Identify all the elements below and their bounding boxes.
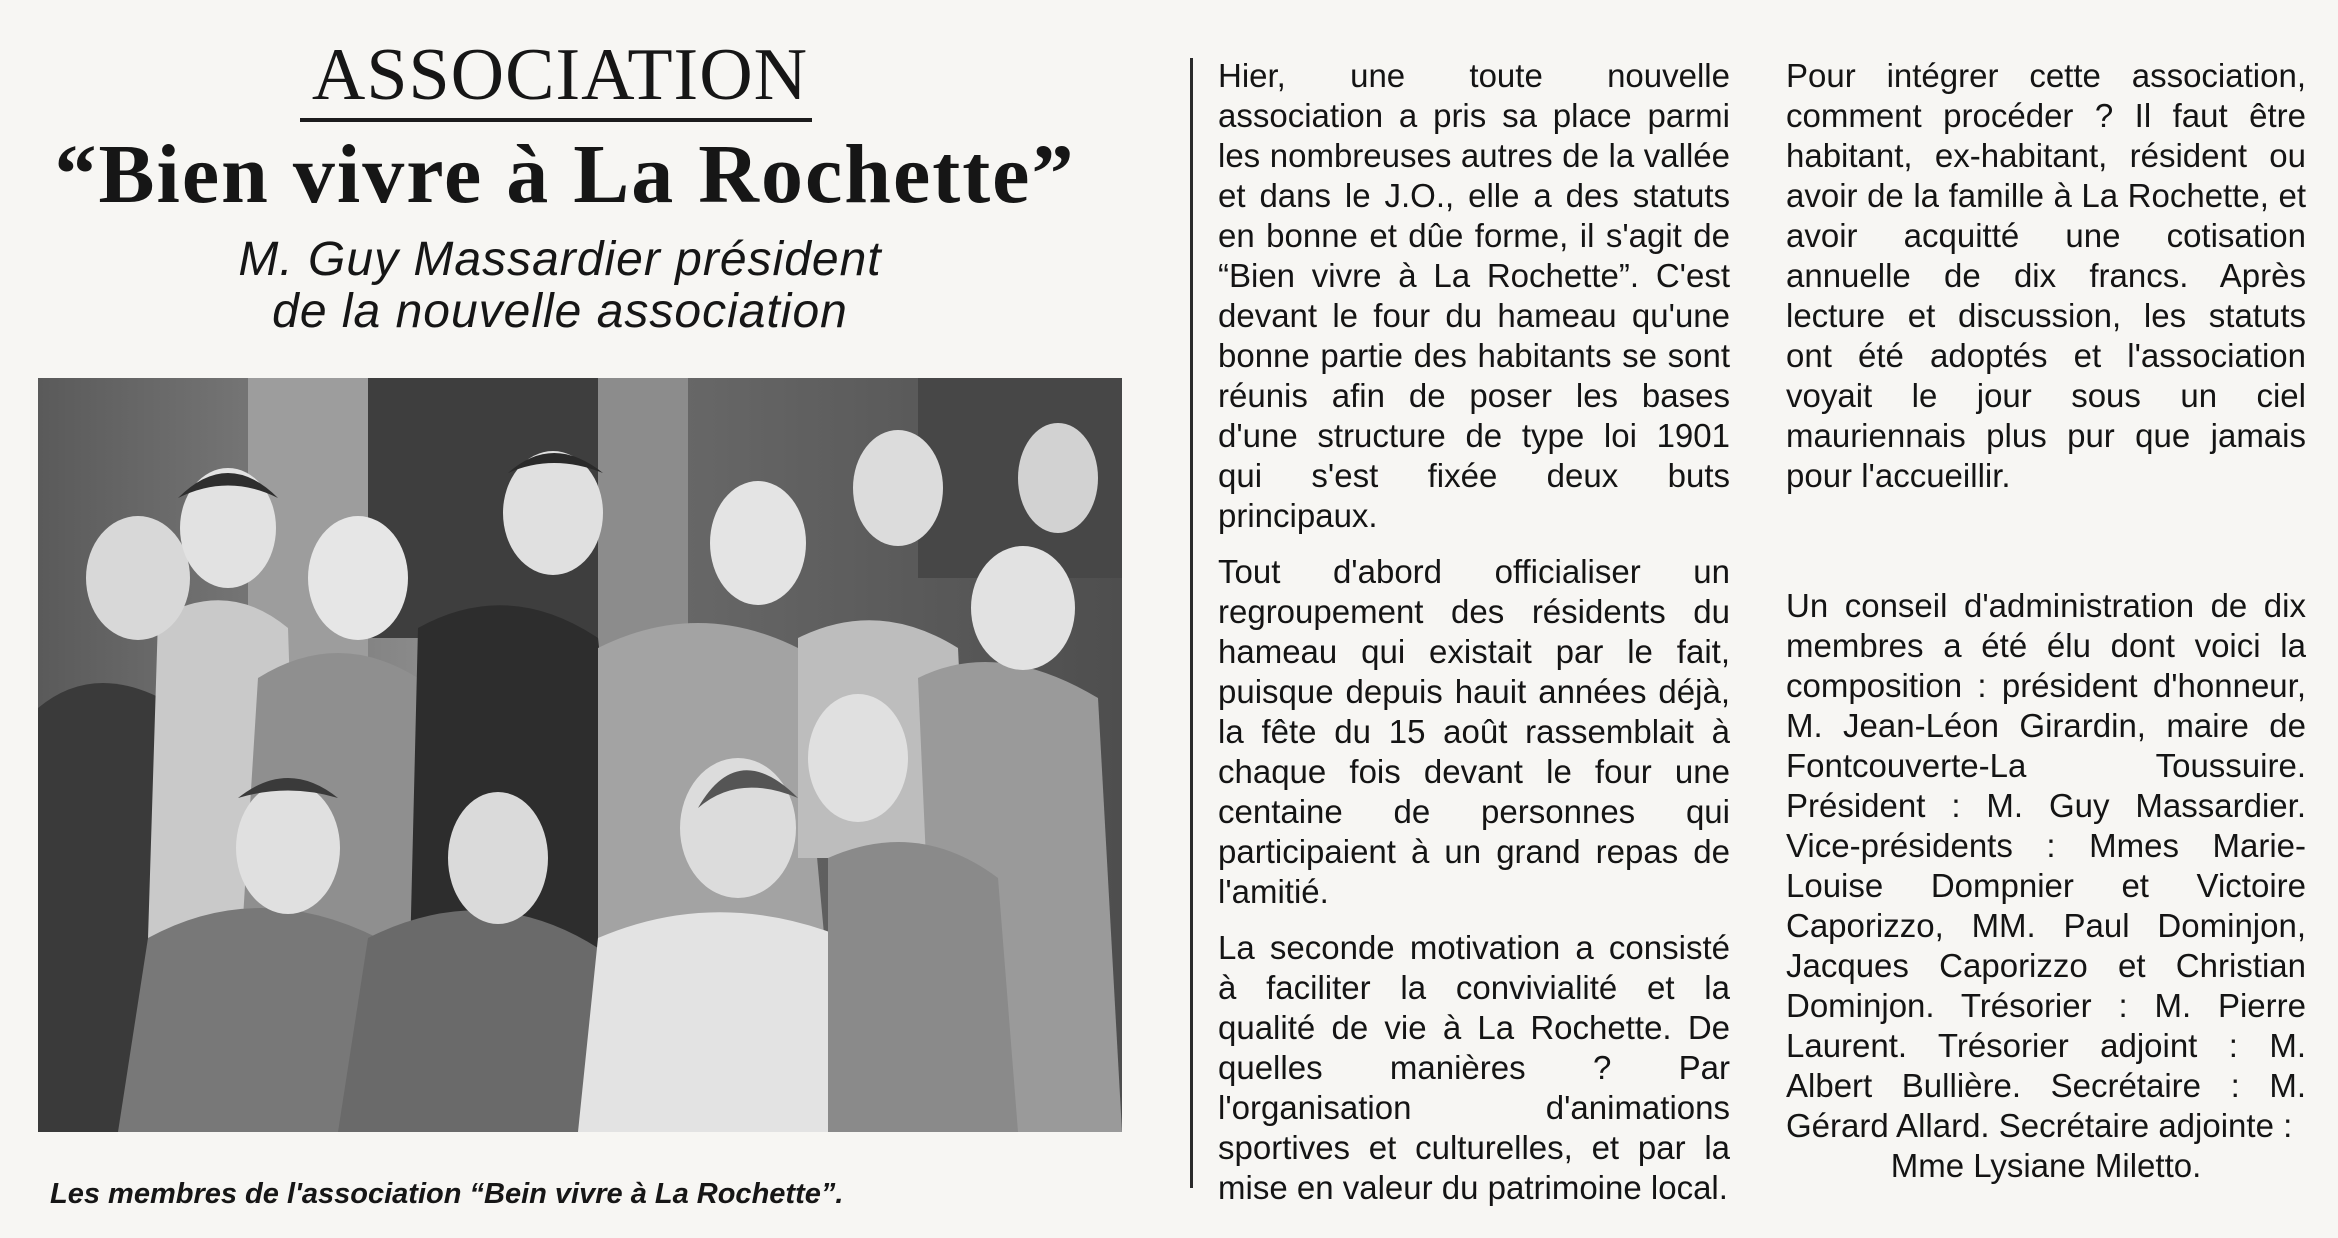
subheadline-line-2: de la nouvelle association — [272, 285, 848, 338]
section-kicker: ASSOCIATION — [311, 34, 809, 116]
group-photo-illustration — [38, 378, 1122, 1132]
article-column-right — [1786, 56, 2306, 1186]
column-divider — [1190, 58, 1193, 1188]
board-members-closing: Mme Lysiane Miletto. — [1890, 1147, 2202, 1184]
group-photo — [38, 378, 1122, 1132]
board-members-paragraph: Un conseil d'administration de dix membres a été élu dont voici la composition : président d'honneur, M. Jean-Léon Girardin, maire de Fontcouverte-La Toussuire. Président : M. Guy Massardier. Vice-présidents : Mmes Marie-Louise Dompnier et Victoire Caporizzo, MM. Paul Dominjon, Jacques Caporizzo et Christian Dominjon. Trésorier : M. Pierre Laurent. Trésorier adjoint : M. Albert Bullière. Secrétaire : M. Gérard Allard. Secrétaire adjointe : — [1786, 587, 2306, 1144]
article-paragraph: Pour intégrer cette association, comment procéder ? Il faut être habitant, ex-habitant, résident ou avoir de la famille à La Rochette, et avoir acquitté une cotisation annuelle de dix francs. Après lecture et discussion, les statuts ont été adoptés et l'association voyait le jour sous un ciel mauriennais plus pur que jamais pour l'accueillir. — [1786, 57, 2306, 494]
article-paragraph: Tout d'abord officialiser un regroupement des résidents du hameau qui existait par le fait, puisque depuis hauit années déjà, la fête du 15 août rassemblait à chaque fois devant le four une centaine de personnes qui participaient à un grand repas de l'amitié. — [1218, 553, 1730, 910]
article-column-middle — [1218, 56, 1730, 1208]
kicker-underline — [300, 118, 812, 122]
photo-caption: Les membres de l'association “Bein vivre à La Rochette”. — [50, 1178, 844, 1210]
article-paragraph: Hier, une toute nouvelle association a pris sa place parmi les nombreuses autres de la vallée et dans le J.O., elle a des statuts en bonne et dûe forme, il s'agit de “Bien vivre à La Rochette”. C'est devant le four du hameau qu'une bonne partie des habitants se sont réunis afin de poser les bases d'une structure de type loi 1901 qui s'est fixée deux buts principaux. — [1218, 57, 1730, 534]
article-paragraph: La seconde motivation a consisté à faciliter la convivialité et la qualité de vie à La Rochette. De quelles manières ? Par l'organisation d'animations sportives et culturelles, et par la mise en valeur du patrimoine local. — [1218, 929, 1730, 1206]
headline: “Bien vivre à La Rochette” — [54, 128, 1076, 221]
subheadline-line-1: M. Guy Massardier président — [238, 233, 882, 286]
